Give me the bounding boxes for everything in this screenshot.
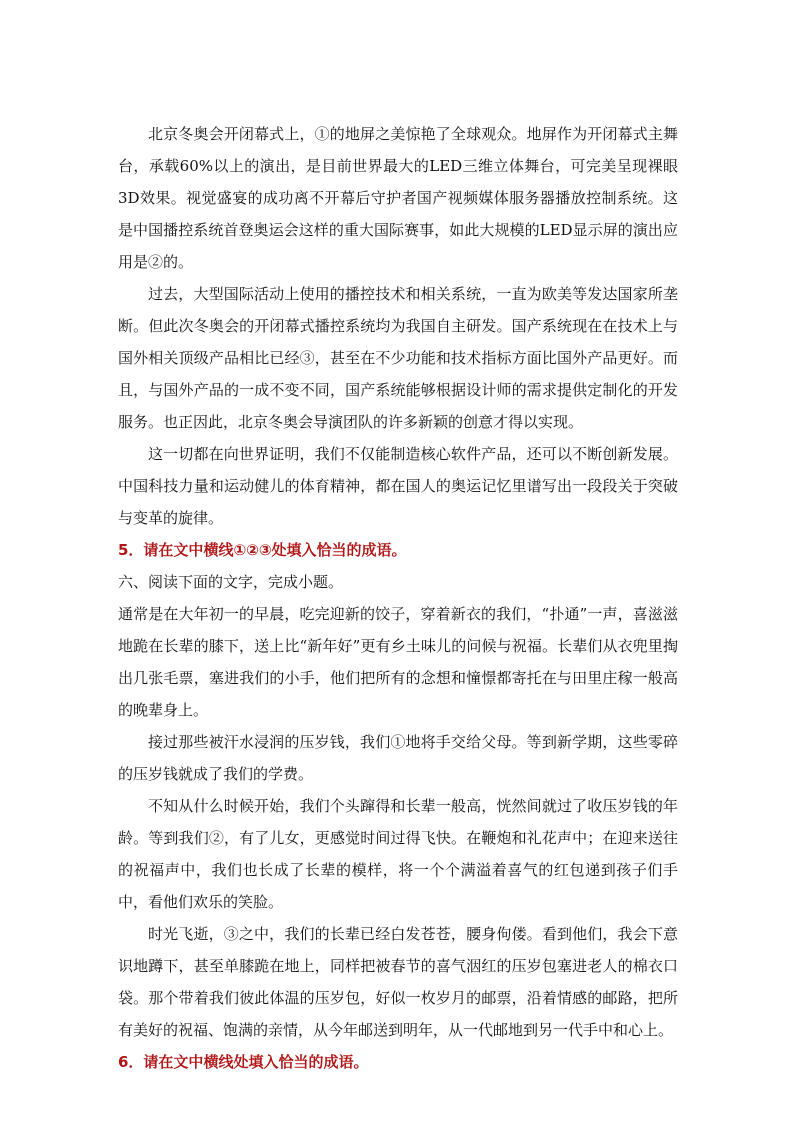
document-page xyxy=(118,118,678,1078)
passage1-paragraph-1: 北京冬奥会开闭幕式上，①的地屏之美惊艳了全球观众。地屏作为开闭幕式主舞台，承载60%以上的演出，是目前世界最大的LED三维立体舞台，可完美呈现裸眼3D效果。视觉盛宴的成功离不开幕后守护者国产视频媒体服务器播放控制系统。这是中国播控系统首登奥运会这样的重大国际赛事，如此大规模的LED显示屏的演出应用是②的。 xyxy=(118,125,678,271)
question-6: 6．请在文中横线处填入恰当的成语。 xyxy=(118,1053,369,1071)
passage1-paragraph-3: 这一切都在向世界证明，我们不仅能制造核心软件产品，还可以不断创新发展。中国科技力量和运动健儿的体育精神，都在国人的奥运记忆里谱写出一段段关于突破与变革的旋律。 xyxy=(118,445,678,527)
section-6-heading: 六、阅读下面的文字，完成小题。 xyxy=(118,573,344,591)
passage2-paragraph-4: 时光飞逝，③之中，我们的长辈已经白发苍苍，腰身佝偻。看到他们，我会下意识地蹲下，甚至单膝跪在地上，同样把被春节的喜气洇红的压岁包塞进老人的棉衣口袋。那个带着我们彼此体温的压岁包，好似一枚岁月的邮票，沿着情感的邮路，把所有美好的祝福、饱满的亲情，从今年邮送到明年，从一代邮地到另一代手中和心上。 xyxy=(118,925,678,1039)
passage2-paragraph-2: 接过那些被汗水浸润的压岁钱，我们①地将手交给父母。等到新学期，这些零碎的压岁钱就成了我们的学费。 xyxy=(118,733,678,783)
passage1-paragraph-2: 过去，大型国际活动上使用的播控技术和相关系统，一直为欧美等发达国家所垄断。但此次冬奥会的开闭幕式播控系统均为我国自主研发。国产系统现在在技术上与国外相关顶级产品相比已经③，甚至在不少功能和技术指标方面比国外产品更好。而且，与国外产品的一成不变不同，国产系统能够根据设计师的需求提供定制化的开发服务。也正因此，北京冬奥会导演团队的许多新颖的创意才得以实现。 xyxy=(118,285,678,431)
passage2-paragraph-3: 不知从什么时候开始，我们个头蹿得和长辈一般高，恍然间就过了收压岁钱的年龄。等到我们②，有了儿女，更感觉时间过得飞快。在鞭炮和礼花声中；在迎来送往的祝福声中，我们也长成了长辈的模样，将一个个满溢着喜气的红包递到孩子们手中，看他们欢乐的笑脸。 xyxy=(118,797,678,911)
passage2-paragraph-1: 通常是在大年初一的早晨，吃完迎新的饺子，穿着新衣的我们，“扑通”一声，喜滋滋地跪在长辈的膝下，送上比“新年好”更有乡土味儿的问候与祝福。长辈们从衣兜里掏出几张毛票，塞进我们的小手，他们把所有的念想和憧憬都寄托在与田里庄稼一般高的晚辈身上。 xyxy=(118,605,678,719)
question-5: 5．请在文中横线①②③处填入恰当的成语。 xyxy=(118,541,407,559)
